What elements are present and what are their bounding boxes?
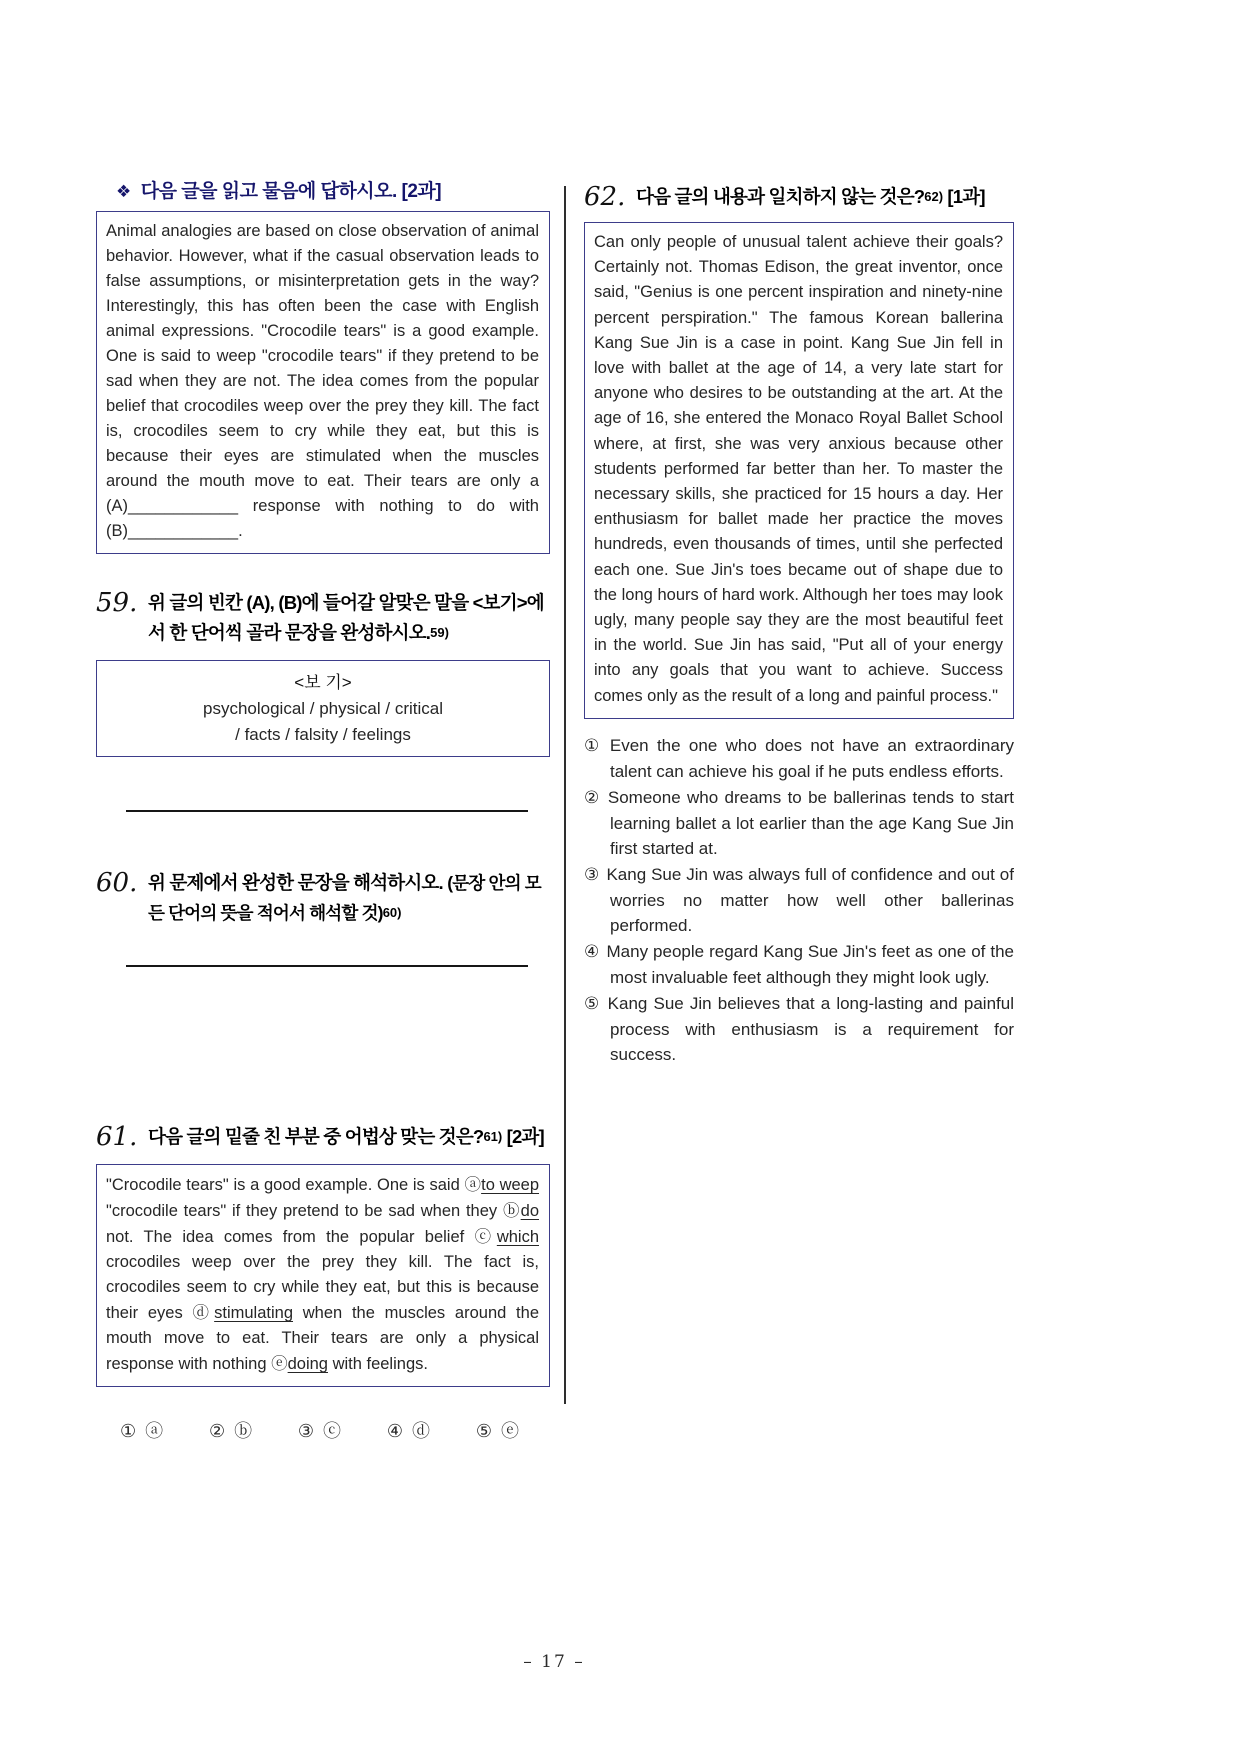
choice-5-number: ⑤ <box>475 1421 492 1442</box>
underlined-word: which <box>496 1228 539 1246</box>
passage-box-kang-sue-jin: Can only people of unusual talent achieve their goals? Certainly not. Thomas Edison, the great inventor, once said, "Genius is one percent inspiration and ninety-nine percent perspiration." The famous Korean ballerina Kang Sue Jin is a case in point. Kang Sue Jin fell in love with ballet at the age of 14, a very late start for anyone who desires to be outstanding at the art. At the age of 16, she entered the Monaco Royal Ballet School where, at first, she was very anxious because other students performed far better than her. To master the necessary skills, she practiced for 15 hours a day. Her enthusiasm for ballet made her practice the moves hundreds, even thousands of times, until she perfected each one. Sue Jin's toes became out of shape due to the long hours of hard work. Although her toes may look ugly, many people say they are the most beautiful feet in the world. Sue Jin has said, "Put all of your energy into any goals that you want to achieve. Success comes only as the result of a long and painful process." <box>584 222 1014 719</box>
question-61-lesson-tag: [2과] <box>506 1126 544 1147</box>
question-60-prompt: 위 문제에서 완성한 문장을 해석하시오. <box>148 872 443 893</box>
question-59 <box>96 588 550 648</box>
footnote-ref-60: 60) <box>382 905 402 920</box>
question-61-choices <box>120 1417 528 1443</box>
column-divider <box>564 186 566 1404</box>
question-61 <box>96 1122 550 1152</box>
passage-box-grammar: "Crocodile tears" is a good example. One is said ⓐto weep "crocodile tears" if they pretend to be sad when they ⓑdo not. The idea comes from the popular belief ⓒwhich crocodiles weep over the prey they kill. The fact is, crocodiles seem to cry while they eat, but this is because their eyes ⓓstimulating when the muscles around the mouth move to eat. Their tears are only a physical response with nothing ⓔdoing with feelings. <box>96 1164 550 1387</box>
circled-letter-marker: ⓒ <box>474 1227 497 1246</box>
question-62 <box>584 182 1014 212</box>
page-number: – 17 – <box>523 1652 585 1672</box>
answer-line-59 <box>126 809 528 812</box>
question-62-lesson-tag: [1과] <box>947 186 985 207</box>
question-62-prompt: 다음 글의 내용과 일치하지 않는 것은? <box>636 186 925 207</box>
diamond-marker-icon: ❖ <box>116 182 131 201</box>
choice-1-number: ① <box>120 1421 137 1442</box>
choice-1-number: ① <box>584 735 603 756</box>
footnote-ref-62: 62) <box>924 189 944 204</box>
circled-letter-marker: ⓑ <box>502 1201 521 1220</box>
left-column <box>96 176 550 1443</box>
choice-3-text: Kang Sue Jin was always full of confidence and out of worries no matter how well other ballerinas performed. <box>606 864 1014 935</box>
word-bank-box <box>96 660 550 757</box>
choice-4-number: ④ <box>386 1421 403 1442</box>
choice-4-text: Many people regard Kang Sue Jin's feet as one of the most invaluable feet although they might look ugly. <box>606 941 1014 987</box>
choice-2-letter: ⓑ <box>234 1421 253 1442</box>
choice-2-number: ② <box>208 1421 226 1442</box>
word-bank-line-1: psychological / physical / critical <box>203 699 443 718</box>
choice-5-number: ⑤ <box>584 993 601 1014</box>
circled-letter-marker: ⓓ <box>192 1303 215 1322</box>
question-59-prompt: 위 글의 빈칸 (A), (B)에 들어갈 알맞은 말을 <보기>에서 한 단어씩 골라 문장을 완성하시오. <box>148 592 544 643</box>
question-60 <box>96 868 550 928</box>
question-62-text <box>636 182 985 212</box>
choice-1-text: Even the one who does not have an extraordinary talent can achieve his goal if he puts endless efforts. <box>609 735 1014 781</box>
answer-line-60 <box>126 964 528 967</box>
circled-letter-marker: ⓐ <box>464 1175 482 1194</box>
question-61-prompt: 다음 글의 밑줄 친 부분 중 어법상 맞는 것은? <box>148 1126 484 1147</box>
choice-2 <box>209 1417 261 1443</box>
choice-3 <box>298 1417 350 1443</box>
section-instruction-text: 다음 글을 읽고 물음에 답하시오. <box>140 181 397 202</box>
passage-box-crocodile-tears: Animal analogies are based on close observation of animal behavior. However, what if the casual observation leads to false assumptions, or misinterpretation gets in the way? Interestingly, this has often been the case with English animal expressions. "Crocodile tears" is a good example. One is said to weep "crocodile tears" if they pretend to be sad when they are not. The idea comes from the popular belief that crocodiles weep over the prey they kill. The fact is, crocodiles seem to cry while they eat, but this is because their eyes are stimulated when the muscles around the mouth move to eat. Their tears are only a (A)____________ response with nothing to do with (B)____________. <box>96 211 550 554</box>
right-column <box>584 182 1014 1068</box>
choice-5-letter: ⓔ <box>500 1421 519 1442</box>
choice-4-number: ④ <box>584 941 600 962</box>
choice-1 <box>120 1417 172 1443</box>
question-59-text <box>148 588 550 648</box>
question-62-choices <box>584 733 1014 1067</box>
underlined-word: doing <box>287 1355 328 1373</box>
question-60-note: (문장 안의 모든 단어의 뜻을 적어서 해석할 것) <box>148 873 541 923</box>
choice-3-number: ③ <box>584 864 600 885</box>
word-bank-title: <보 기> <box>294 673 352 692</box>
underlined-word: stimulating <box>214 1304 294 1322</box>
section-lesson-tag: [2과] <box>401 181 442 202</box>
choice-3 <box>584 862 1014 938</box>
word-bank-line-2: / facts / falsity / feelings <box>235 725 411 744</box>
choice-1 <box>584 733 1014 784</box>
choice-4 <box>387 1417 439 1443</box>
choice-3-letter: ⓒ <box>323 1421 342 1442</box>
underlined-word: do <box>520 1202 539 1220</box>
choice-2-number: ② <box>584 787 601 808</box>
underlined-word: to weep <box>481 1176 540 1194</box>
choice-5 <box>584 991 1014 1067</box>
question-60-number: 60. <box>96 868 138 898</box>
section-instruction <box>116 176 550 203</box>
question-61-text <box>148 1122 544 1152</box>
choice-5-text: Kang Sue Jin believes that a long-lasting and painful process with enthusiasm is a requirement for success. <box>607 993 1014 1064</box>
question-61-number: 61. <box>96 1122 138 1152</box>
choice-5 <box>476 1417 528 1443</box>
question-59-number: 59. <box>96 588 138 618</box>
choice-2 <box>584 785 1014 861</box>
choice-1-letter: ⓐ <box>145 1421 164 1442</box>
footnote-ref-59: 59) <box>430 625 449 640</box>
choice-4-letter: ⓓ <box>412 1421 430 1442</box>
footnote-ref-61: 61) <box>483 1129 503 1144</box>
question-60-text <box>148 868 550 928</box>
choice-2-text: Someone who dreams to be ballerinas tends to start learning ballet a lot earlier than the age Kang Sue Jin first started at. <box>607 787 1014 858</box>
choice-4 <box>584 939 1014 990</box>
question-62-number: 62. <box>584 182 626 212</box>
choice-3-number: ③ <box>297 1421 315 1442</box>
circled-letter-marker: ⓔ <box>271 1354 288 1373</box>
